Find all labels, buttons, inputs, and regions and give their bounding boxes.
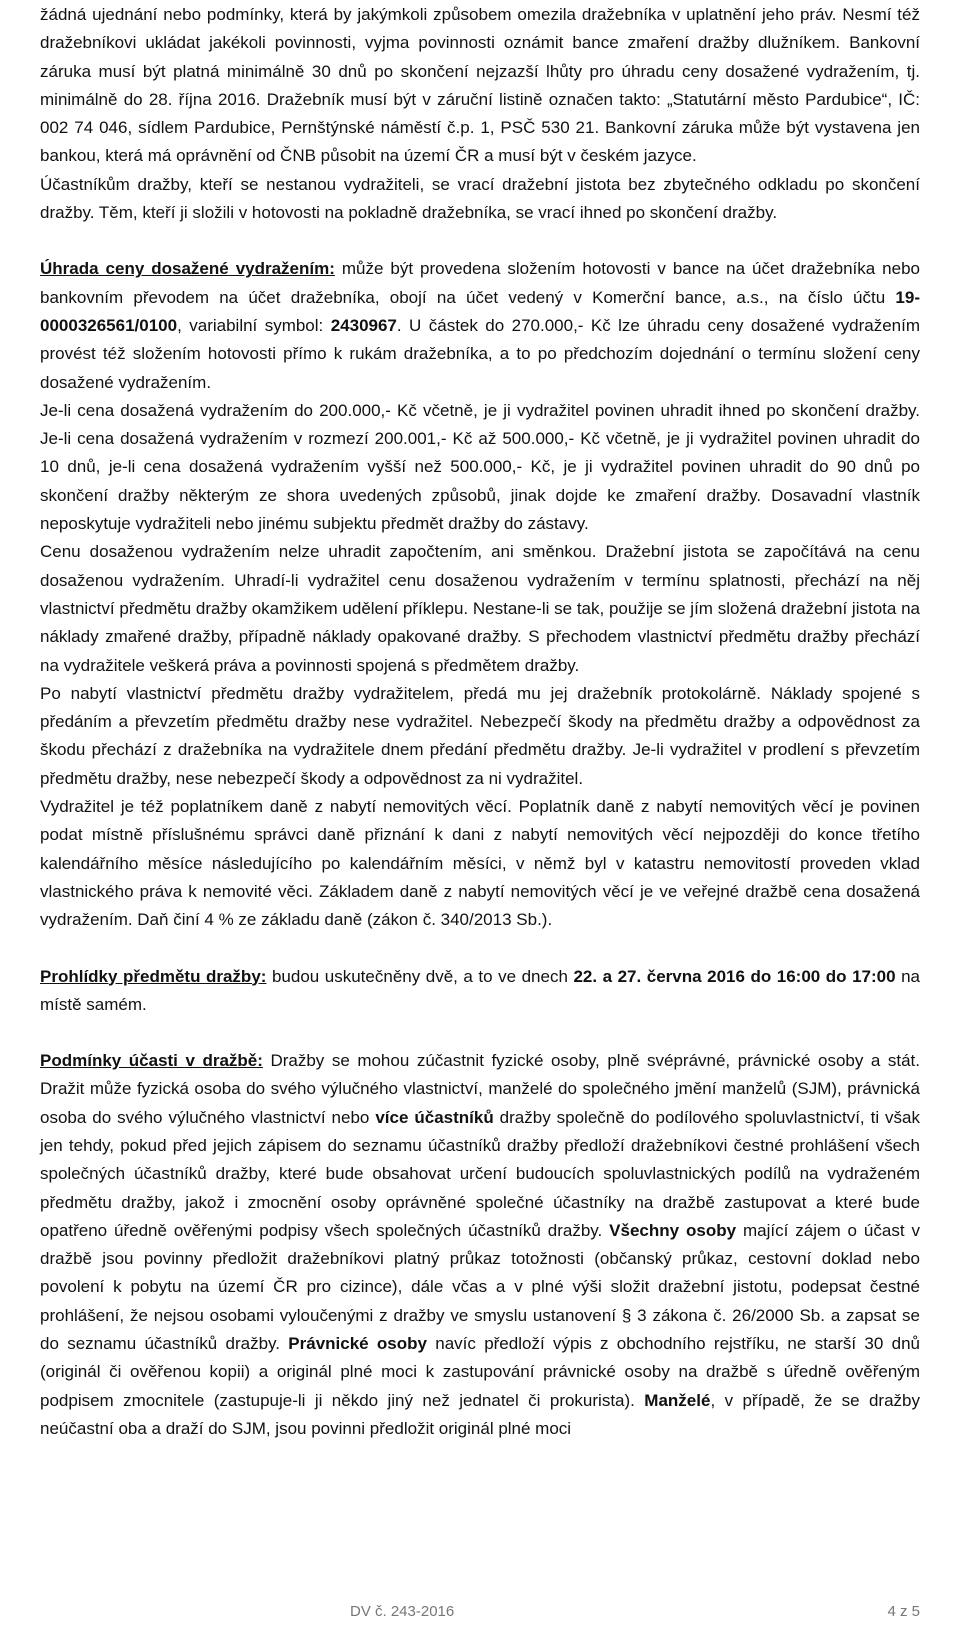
- text: , variabilní symbol:: [177, 315, 331, 335]
- text: Po nabytí vlastnictví předmětu dražby vydražitelem, předá mu jej dražebník protokolárně. Náklady spojené s předáním a převzetím předmětu dražby nese vydražitel. Nebezpečí škody na předmětu dražby a odpovědnost za škodu přechází z dražebníka na vydražitele dnem předání předmětu dražby. Je-li vydražitel v prodlení s převzetím předmětu dražby, nese nebezpečí škody a odpovědnost za ni vydražitel.: [40, 683, 920, 788]
- paragraph-handover: [40, 680, 920, 793]
- paragraph-payment: [40, 255, 920, 396]
- text: , v případě, že se dražby neúčastní oba a draží do SJM, jsou povinni předložit originál plné moci: [40, 1390, 920, 1438]
- text: dražby společně do podílového spoluvlastnictví, ti však jen tehdy, pokud před jejich zápisem do seznamu účastníků dražby předloží dražebníkovi čestné prohlášení všech společných účastníků dražby, které bude obsahovat určení budoucích spoluvlastnických podílů na vydraženém předmětu dražby, jakož i zmocnění osoby oprávněné společné účastníky na dražbě zastupovat a které bude opatřeno úředně ověřenými podpisy všech společných účastníků dražby.: [40, 1107, 920, 1240]
- text: budou uskutečněny dvě, a to ve dnech: [266, 966, 574, 986]
- page-number: 4 z 5: [887, 1603, 920, 1620]
- paragraph-deposit-return: [40, 171, 920, 228]
- paragraph-tax: [40, 793, 920, 934]
- inspection-dates: 22. a 27. června 2016 do 16:00 do 17:00: [573, 966, 896, 986]
- paragraph-offset: [40, 538, 920, 679]
- emphasis: Manželé: [644, 1390, 711, 1410]
- text: . U částek do 270.000,- Kč lze úhradu ceny dosažené vydražením provést též složením hotovosti přímo k rukám dražebníka, a to po předchozím dojednání o termínu složení ceny dosažené vydražením.: [40, 315, 920, 392]
- text: může být provedena složením hotovosti v bance na účet dražebníka nebo bankovním převodem na účet dražebníka, obojí na účet vedený v Komerční bance, a.s., na číslo účtu: [40, 259, 920, 307]
- section-heading-payment: Úhrada ceny dosažené vydražením:: [40, 259, 335, 279]
- spacer: [40, 1019, 920, 1047]
- text: Je-li cena dosažená vydražením do 200.000,- Kč včetně, je ji vydražitel povinen uhradit ihned po skončení dražby. Je-li cena dosažená vydražením v rozmezí 200.001,- Kč až 500.000,- Kč včetně, je ji vydražitel povinen uhradit do 10 dnů, je-li cena dosažená vydražením vyšší než 500.000,- Kč, je ji vydražitel povinen uhradit do 90 dnů po skončení dražby některým ze shora uvedených způsobů, jinak dojde ke zmaření dražby. Dosavadní vlastník neposkytuje vydražiteli nebo jinému subjektu předmět dražby do zástavy.: [40, 400, 920, 534]
- spacer: [40, 227, 920, 255]
- document-reference: DV č. 243-2016: [350, 1603, 455, 1620]
- text: mající zájem o účast v dražbě jsou povinny předložit dražebníkovi platný průkaz totožnosti (občanský průkaz, cestovní doklad nebo povolení k pobytu na území ČR pro cizince), dále včas a v plné výši složit dražební jistotu, podepsat čestné prohlášení, že nejsou osobami vyloučenými z dražby ve smyslu ustanovení § 3 zákona č. 26/2000 Sb. a zapsat se do seznamu účastníků dražby.: [40, 1220, 920, 1354]
- emphasis: Právnické osoby: [288, 1334, 427, 1354]
- paragraph-bank-guarantee: [40, 1, 920, 171]
- text: Účastníkům dražby, kteří se nestanou vydražiteli, se vrací dražební jistota bez zbytečného odkladu po skončení dražby. Těm, kteří ji složili v hotovosti na pokladně dražebníka, se vrací ihned po skončení dražby.: [40, 174, 920, 223]
- paragraph-inspections: [40, 963, 920, 1020]
- text: navíc předloží výpis z obchodního rejstříku, ne starší 30 dnů (originál či ověřenou kopii) a originál plné moci k zastupování právnické osoby na dražbě s úředně ověřeným podpisem zmocnitele (zastupuje-li ji někdo jiný než jednatel či prokurista).: [40, 1334, 920, 1410]
- section-heading-inspections: Prohlídky předmětu dražby:: [40, 966, 267, 986]
- emphasis: více účastníků: [375, 1107, 494, 1127]
- emphasis: Všechny osoby: [609, 1220, 737, 1240]
- page-footer: [0, 1603, 960, 1629]
- text: na místě samém.: [40, 966, 921, 1014]
- text: Dražby se mohou zúčastnit fyzické osoby, plně svéprávné, právnické osoby a stát. Dražit může fyzická osoba do svého výlučného vlastnictví, manželé do společného jmění manželů (SJM), právnická osoba do svého výlučného vlastnictví nebo: [40, 1051, 921, 1127]
- paragraph-payment-deadlines: [40, 397, 920, 538]
- text: žádná ujednání nebo podmínky, která by jakýmkoli způsobem omezila dražebníka v uplatnění jeho práv. Nesmí též dražebníkovi ukládat jakékoli povinnosti, vyjma povinnosti oznámit bance zmaření dražby dlužníkem. Bankovní záruka musí být platná minimálně 30 dnů po skončení nejzazší lhůty pro úhradu ceny dosažené vydražením, tj. minimálně do 28. října 2016. Dražebník musí být v záruční listině označen takto: „Statutární město Pardubice“, IČ: 002 74 046, sídlem Pardubice, Pernštýnské náměstí č.p. 1, PSČ 530 21. Bankovní záruka může být vystavena jen bankou, která má oprávnění od ČNB působit na území ČR a musí být v českém jazyce.: [40, 5, 920, 166]
- text: Cenu dosaženou vydražením nelze uhradit započtením, ani směnkou. Dražební jistota se započítává na cenu dosaženou vydražením. Uhradí-li vydražitel cenu dosaženou vydražením v termínu splatnosti, přechází na něj vlastnictví předmětu dražby okamžikem udělení příklepu. Nestane-li se tak, použije se jím složená dražební jistota na náklady zmařené dražby, případně náklady opakované dražby. S přechodem vlastnictví předmětu dražby přechází na vydražitele veškerá práva a povinnosti spojená s předmětem dražby.: [40, 542, 920, 675]
- text: Vydražitel je též poplatníkem daně z nabytí nemovitých věcí. Poplatník daně z nabytí nemovitých věcí je povinen podat místně příslušnému správci daně přiznání k dani z nabytí nemovitých věcí nejpozději do konce třetího kalendářního měsíce následujícího po kalendářním měsíci, v němž byl v katastru nemovitostí proveden vklad vlastnického práva k nemovité věci. Základem daně z nabytí nemovitých věcí je ve veřejné dražbě cena dosažená vydražením. Daň činí 4 % ze základu daně (zákon č. 340/2013 Sb.).: [40, 797, 920, 930]
- account-number: 19-0000326561/0100: [40, 287, 920, 335]
- paragraph-conditions: [40, 1047, 920, 1443]
- spacer: [40, 935, 920, 963]
- variable-symbol: 2430967: [330, 315, 397, 335]
- section-heading-conditions: Podmínky účasti v dražbě:: [40, 1051, 263, 1071]
